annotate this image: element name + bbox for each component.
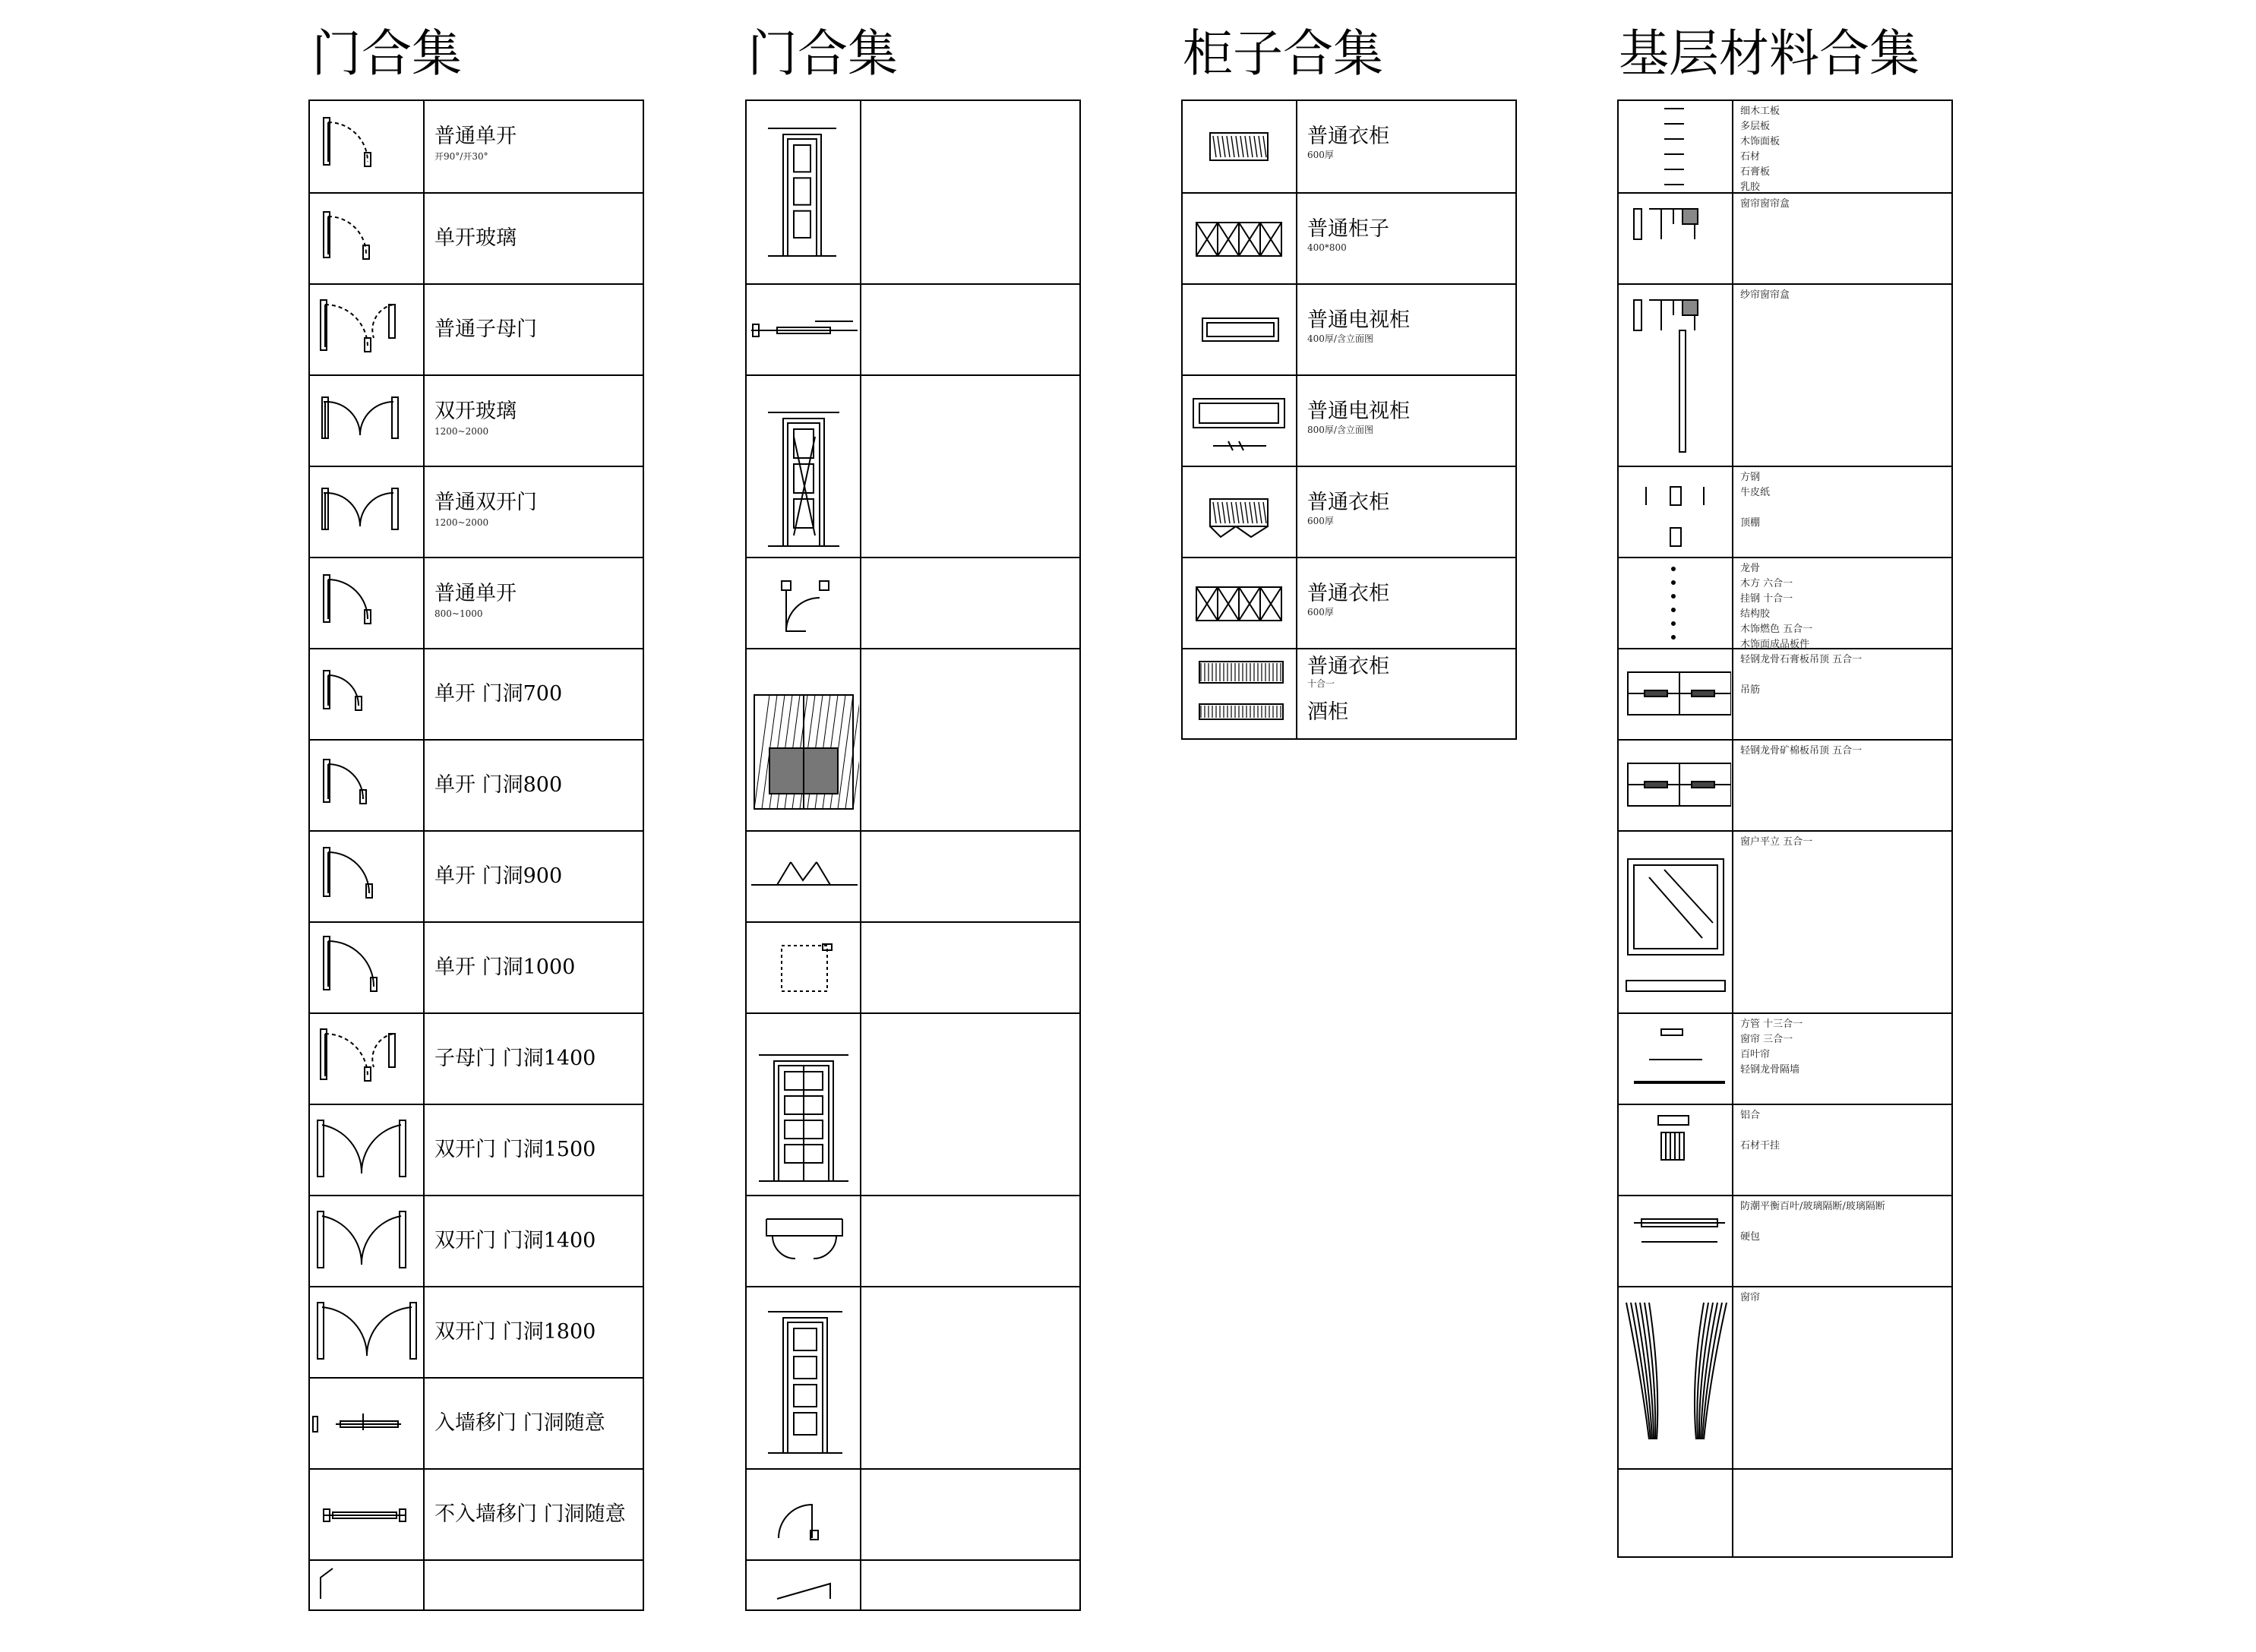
door-double-1800-icon: [310, 1287, 422, 1377]
table-row: [310, 648, 643, 739]
expansion-joint-icon: [1619, 1196, 1731, 1286]
table-row: [310, 101, 643, 192]
table-row: [310, 1012, 643, 1104]
column-title: 基层材料合集: [1619, 24, 1919, 83]
wine-cabinet-icon: [1183, 649, 1295, 739]
table-row: [310, 739, 643, 830]
sliding-door-in-wall-icon: [310, 1379, 422, 1468]
table-row: [1619, 1468, 1951, 1559]
row-label: 子母门 门洞1400: [434, 1047, 596, 1070]
table-row: [1183, 283, 1515, 374]
door-single-800-icon: [310, 741, 422, 830]
material-dots-icon: [1619, 558, 1731, 648]
row-sublabel: 400厚/含立面图: [1307, 333, 1373, 344]
material-label: 窗帘窗帘盒: [1740, 198, 1790, 210]
table-row: [1619, 739, 1951, 830]
material-label: 乳胶: [1740, 182, 1761, 193]
table-row: [747, 1468, 1079, 1559]
double-door-elevation-panel-icon: [747, 1014, 859, 1195]
table-row: [1183, 374, 1515, 466]
tv-cabinet-icon: [1183, 285, 1295, 374]
material-label: 木饰面板: [1740, 136, 1780, 147]
material-label: 硬包: [1740, 1231, 1761, 1243]
table-row: [310, 1559, 643, 1650]
row-label: 双开门 门洞1400: [434, 1229, 596, 1252]
table-row: [310, 557, 643, 648]
row-label: 双开门 门洞1800: [434, 1320, 596, 1344]
row-sublabel: 400*800: [1307, 242, 1347, 253]
sliding-door-surface-icon: [310, 1470, 422, 1559]
table-row: [747, 1559, 1079, 1650]
table-row: [1619, 830, 1951, 1012]
row-label: 普通衣柜: [1307, 655, 1389, 678]
door-partial-plan-icon: [747, 1561, 859, 1650]
table-row: [1619, 101, 1951, 192]
material-label: 挂钢 十合一: [1740, 593, 1793, 605]
door-single-arc-icon: [310, 558, 422, 648]
material-label: 百叶帘: [1740, 1049, 1771, 1060]
table-row: [310, 1195, 643, 1286]
row-sublabel: 600厚: [1307, 150, 1334, 160]
row-sublabel: 十合一: [1307, 678, 1335, 689]
table-row: [1619, 466, 1951, 557]
double-door-plan-icon: [747, 832, 859, 921]
door-elevation-glass-icon: [747, 376, 859, 557]
table-row: [747, 1286, 1079, 1468]
material-label: 窗帘: [1740, 1292, 1761, 1303]
row-sublabel: 开90°/开30°: [434, 151, 488, 162]
row-label: 普通双开门: [434, 491, 537, 514]
table-row: [310, 192, 643, 283]
door-double-1400-icon: [310, 1196, 422, 1286]
material-label: 多层板: [1740, 121, 1771, 132]
row-label: 普通衣柜: [1307, 582, 1389, 605]
material-label: 防潮平衡百叶/玻璃隔断/玻璃隔断: [1740, 1201, 1885, 1212]
doors-plan-table: [308, 99, 644, 1611]
door-elevation-panel-icon: [747, 101, 859, 283]
stone-fix-icon: [1619, 1105, 1731, 1195]
material-label: 木方 六合一: [1740, 578, 1793, 589]
row-label: 双开玻璃: [434, 400, 517, 423]
table-row: [1183, 192, 1515, 283]
row-label: 普通子母门: [434, 317, 537, 341]
row-label: 单开 门洞900: [434, 864, 563, 888]
row-label: 入墙移门 门洞随意: [434, 1411, 605, 1435]
row-label: 单开玻璃: [434, 226, 517, 250]
table-row: [747, 283, 1079, 374]
keel-section-icon: [1619, 1014, 1731, 1104]
cabinets-table: [1181, 99, 1517, 740]
double-door-swing-plan-icon: [747, 1196, 859, 1286]
row-label: 普通衣柜: [1307, 125, 1389, 148]
door-plan-section-icon: [747, 285, 859, 374]
table-row: [747, 374, 1079, 557]
table-row: [310, 283, 643, 374]
table-row: [1619, 1012, 1951, 1104]
material-label: 木饰面成品板件: [1740, 639, 1810, 650]
material-label: 方钢: [1740, 472, 1761, 483]
cabinet-plan-icon: [1183, 194, 1295, 283]
material-label: 顶棚: [1740, 517, 1761, 529]
table-row: [1619, 648, 1951, 739]
double-door-elevation-hatched-icon: [747, 649, 859, 830]
table-row: [1183, 466, 1515, 557]
door-mother-child-icon: [310, 285, 422, 374]
table-row: [1619, 1195, 1951, 1286]
table-row: [1183, 648, 1515, 739]
curtain-drape-icon: [1619, 1287, 1731, 1468]
table-row: [747, 648, 1079, 830]
material-label: 窗帘 三合一: [1740, 1034, 1793, 1045]
material-label: 吊筋: [1740, 684, 1761, 696]
column-title: 柜子合集: [1183, 24, 1383, 83]
material-label: 牛皮纸: [1740, 487, 1771, 498]
material-label: 木饰燃色 五合一: [1740, 624, 1813, 635]
row-label: 普通电视柜: [1307, 308, 1410, 332]
curtain-box-icon: [1619, 194, 1731, 283]
steel-keel-ceiling-icon: [1619, 649, 1731, 739]
steel-keel-mineral-icon: [1619, 741, 1731, 830]
table-row: [310, 1377, 643, 1468]
row-sublabel: 600厚: [1307, 516, 1334, 526]
material-label: 轻钢龙骨矿棉板吊顶 五合一: [1740, 745, 1863, 757]
table-row: [1619, 1286, 1951, 1468]
material-label: 石材: [1740, 151, 1761, 163]
wardrobe-hanging-icon: [1183, 467, 1295, 557]
material-label: 石膏板: [1740, 166, 1771, 178]
row-label: 单开 门洞1000: [434, 956, 576, 979]
row-sublabel: 1200~2000: [434, 517, 489, 528]
material-label: 细木工板: [1740, 106, 1780, 117]
row-label: 单开 门洞800: [434, 773, 563, 797]
table-row: [310, 1104, 643, 1195]
table-row: [310, 830, 643, 921]
material-label: 窗户平立 五合一: [1740, 836, 1813, 848]
material-label: 纱帘窗帘盒: [1740, 289, 1790, 301]
table-row: [747, 557, 1079, 648]
door-single-icon: [310, 101, 422, 192]
door-mother-child-1400-icon: [310, 1014, 422, 1104]
curtain-box-tall-icon: [1619, 285, 1731, 466]
table-row: [1183, 101, 1515, 192]
row-sublabel: 1200~2000: [434, 426, 489, 437]
door-double-glass-icon: [310, 376, 422, 466]
door-single-glass-icon: [310, 194, 422, 283]
row-label: 普通电视柜: [1307, 400, 1410, 423]
empty-cell-icon: [1619, 1470, 1731, 1559]
door-elevation-tall-icon: [747, 1287, 859, 1468]
material-label: 铝合: [1740, 1110, 1761, 1121]
material-label: 轻钢龙骨石膏板吊顶 五合一: [1740, 654, 1863, 665]
wardrobe-cross-icon: [1183, 558, 1295, 648]
door-swing-plan-icon: [747, 923, 859, 1012]
door-double-1500-icon: [310, 1105, 422, 1195]
base-materials-table: [1617, 99, 1953, 1558]
door-arc-plan-icon: [747, 1470, 859, 1559]
door-single-1000-icon: [310, 923, 422, 1012]
table-row: [747, 830, 1079, 921]
table-row: [747, 1195, 1079, 1286]
wardrobe-plan-icon: [1183, 101, 1295, 192]
doors-elevation-table: [745, 99, 1081, 1611]
wood-section-icon: [1619, 467, 1731, 557]
column-title: 门合集: [747, 24, 898, 83]
row-sublabel: 800厚/含立面图: [1307, 425, 1373, 435]
door-single-700-icon: [310, 649, 422, 739]
material-label: 龙骨: [1740, 563, 1761, 574]
table-row: [747, 1012, 1079, 1195]
table-row: [1619, 283, 1951, 466]
row-label: 普通单开: [434, 125, 517, 148]
door-single-900-icon: [310, 832, 422, 921]
material-label: 石材干挂: [1740, 1140, 1780, 1151]
table-row: [310, 374, 643, 466]
row-label: 双开门 门洞1500: [434, 1138, 596, 1161]
table-row: [747, 921, 1079, 1012]
material-label: 结构胶: [1740, 608, 1771, 620]
row-sublabel: 800~1000: [434, 608, 483, 619]
window-glass-icon: [1619, 832, 1731, 1012]
table-row: [747, 101, 1079, 283]
row-label: 不入墙移门 门洞随意: [434, 1502, 626, 1526]
row-label: 普通柜子: [1307, 217, 1389, 241]
table-row: [1183, 557, 1515, 648]
row-label: 普通衣柜: [1307, 491, 1389, 514]
row-label: 单开 门洞700: [434, 682, 563, 706]
table-row: [310, 1286, 643, 1377]
table-row: [1619, 192, 1951, 283]
material-label: 轻钢龙骨隔墙: [1740, 1064, 1800, 1076]
door-double-icon: [310, 467, 422, 557]
column-title: 门合集: [311, 24, 462, 83]
table-row: [1619, 557, 1951, 648]
door-plan-frame-icon: [747, 558, 859, 648]
table-row: [1619, 1104, 1951, 1195]
door-partial-icon: [310, 1561, 422, 1650]
table-row: [310, 466, 643, 557]
row-label: 普通单开: [434, 582, 517, 605]
row-label-secondary: 酒柜: [1307, 700, 1348, 724]
table-row: [310, 1468, 643, 1559]
table-row: [310, 921, 643, 1012]
board-layers-icon: [1619, 101, 1731, 192]
tv-cabinet-tv-icon: [1183, 376, 1295, 466]
row-sublabel: 600厚: [1307, 607, 1334, 618]
material-label: 方管 十三合一: [1740, 1019, 1803, 1030]
